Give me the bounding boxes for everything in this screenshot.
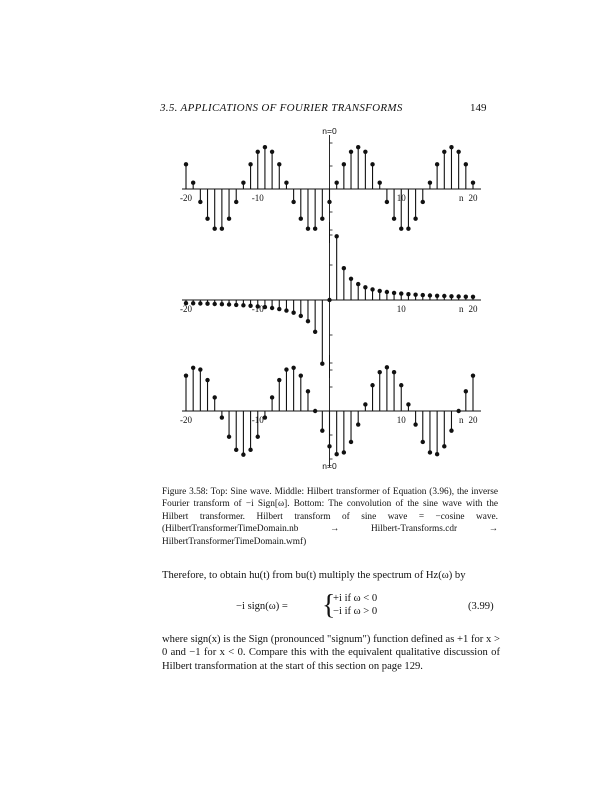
stem-point	[399, 383, 403, 387]
stem-point	[198, 200, 202, 204]
stem-point	[413, 422, 417, 426]
paragraph-1: Therefore, to obtain hu(t) from bu(t) multiply the spectrum of Hz(ω) by	[162, 570, 466, 581]
stem-point	[435, 294, 439, 298]
stem-point	[313, 409, 317, 413]
stem-point	[342, 450, 346, 454]
stem-point	[213, 395, 217, 399]
stem-point	[213, 302, 217, 306]
stem-point	[399, 227, 403, 231]
caption-label: Figure 3.58:	[162, 487, 208, 497]
x-axis-label: n	[459, 193, 464, 203]
stem-point	[385, 290, 389, 294]
stem-point	[356, 282, 360, 286]
stem-point	[220, 415, 224, 419]
tick-label: 10	[396, 304, 406, 314]
stem-point	[241, 181, 245, 185]
x-axis-label: n	[459, 415, 464, 425]
stem-point	[406, 292, 410, 296]
stem-point	[205, 378, 209, 382]
stem-point	[406, 402, 410, 406]
stem-point	[378, 289, 382, 293]
stem-point	[213, 227, 217, 231]
stem-point	[270, 395, 274, 399]
stem-point	[349, 150, 353, 154]
stem-point	[184, 162, 188, 166]
running-header: 3.5. APPLICATIONS OF FOURIER TRANSFORMS	[160, 102, 403, 114]
stem-point	[464, 162, 468, 166]
stem-point	[327, 298, 331, 302]
stem-point	[342, 266, 346, 270]
stem-point	[471, 373, 475, 377]
tick-label: -20	[180, 304, 192, 314]
stem-point	[421, 440, 425, 444]
stem-point	[256, 150, 260, 154]
stem-point	[435, 452, 439, 456]
stem-point	[370, 287, 374, 291]
stem-point	[428, 450, 432, 454]
stem-point	[456, 294, 460, 298]
stem-point	[421, 293, 425, 297]
stem-point	[299, 216, 303, 220]
caption-text: Top: Sine wave. Middle: Hilbert transformer of Equation (3.96), the inverse Fourier transform of −i Sign[ω]. Bottom: The convolution of the sine wave with the Hilbert transformer. Hilbert transform of sine wave = −cosine wave. (HilbertTransformerTimeDomain.nb → Hilbert-Transforms.cdr → HilbertTransformerTimeDomain.wmf)	[162, 487, 499, 547]
stem-point	[363, 285, 367, 289]
stem-point	[342, 162, 346, 166]
stem-point	[464, 389, 468, 393]
x-axis-label: n	[459, 304, 464, 314]
equation-brace: {	[322, 590, 336, 621]
stem-point	[385, 200, 389, 204]
stem-point	[306, 227, 310, 231]
equation-number: (3.99)	[468, 601, 494, 612]
stem-point	[413, 293, 417, 297]
stem-point	[284, 367, 288, 371]
stem-point	[227, 216, 231, 220]
stem-point	[263, 145, 267, 149]
tick-label: 10	[396, 415, 406, 425]
stem-point	[234, 303, 238, 307]
stem-point	[270, 150, 274, 154]
stem-point	[349, 277, 353, 281]
stem-point	[320, 216, 324, 220]
stem-point	[184, 373, 188, 377]
tick-label: -20	[180, 193, 192, 203]
stem-point	[449, 145, 453, 149]
stem-point	[442, 150, 446, 154]
stem-point	[306, 389, 310, 393]
stem-point	[370, 383, 374, 387]
stem-point	[334, 181, 338, 185]
stem-point	[191, 366, 195, 370]
stem-point	[205, 302, 209, 306]
stem-point	[270, 306, 274, 310]
stem-point	[241, 452, 245, 456]
tick-label: 20	[468, 415, 478, 425]
stem-point	[313, 330, 317, 334]
n-zero-marker: n=0	[322, 461, 337, 471]
stem-point	[198, 367, 202, 371]
stem-point	[334, 234, 338, 238]
stem-point	[220, 227, 224, 231]
n-zero-marker: n=0	[322, 126, 337, 136]
stem-point	[291, 200, 295, 204]
stem-point	[227, 302, 231, 306]
stem-point	[234, 448, 238, 452]
stem-point	[392, 370, 396, 374]
stem-point	[256, 435, 260, 439]
stem-point	[449, 428, 453, 432]
stem-point	[277, 307, 281, 311]
stem-point	[363, 150, 367, 154]
stem-point	[227, 435, 231, 439]
stem-point	[313, 227, 317, 231]
stem-point	[349, 440, 353, 444]
stem-point	[406, 227, 410, 231]
tick-label: 20	[468, 193, 478, 203]
stem-point	[299, 314, 303, 318]
tick-label: -20	[180, 415, 192, 425]
stem-point	[385, 365, 389, 369]
stem-point	[248, 162, 252, 166]
stem-point	[471, 181, 475, 185]
stem-point	[284, 181, 288, 185]
stem-point	[370, 162, 374, 166]
equation-case-2: −i if ω > 0	[333, 606, 378, 617]
page-number: 149	[470, 102, 487, 114]
stem-point	[306, 319, 310, 323]
stem-point	[428, 181, 432, 185]
stem-point	[299, 373, 303, 377]
stem-point	[442, 444, 446, 448]
stem-point	[320, 362, 324, 366]
stem-point	[205, 216, 209, 220]
stem-point	[442, 294, 446, 298]
stem-point	[284, 308, 288, 312]
stem-point	[363, 402, 367, 406]
stem-point	[464, 295, 468, 299]
tick-label: -10	[251, 304, 264, 314]
stem-point	[435, 162, 439, 166]
plot-top-sine	[180, 126, 481, 243]
stem-point	[471, 295, 475, 299]
tick-label: 20	[468, 304, 478, 314]
stem-point	[191, 181, 195, 185]
stem-point	[356, 145, 360, 149]
stem-point	[456, 409, 460, 413]
stem-point	[399, 291, 403, 295]
stem-point	[327, 444, 331, 448]
stem-point	[248, 448, 252, 452]
stem-point	[421, 200, 425, 204]
stem-point	[291, 366, 295, 370]
stem-point	[356, 422, 360, 426]
equation-lhs: −i sign(ω) =	[236, 601, 288, 612]
stem-point	[378, 181, 382, 185]
paragraph-2: where sign(x) is the Sign (pronounced "signum") function defined as +1 for x > 0 and −1 for x < 0. Compare this with the equivalent qualitative discussion of Hilbert transformation at the start of this section on page 129.	[162, 634, 500, 672]
stem-point	[334, 452, 338, 456]
stem-point	[392, 216, 396, 220]
stem-point	[277, 378, 281, 382]
plot-bottom-cosine	[180, 355, 481, 471]
stem-point	[291, 311, 295, 315]
tick-label: -10	[251, 193, 264, 203]
stem-point	[320, 428, 324, 432]
plot-middle-hilbert	[180, 222, 481, 378]
stem-point	[428, 293, 432, 297]
tick-label: 10	[396, 193, 406, 203]
stem-point	[234, 200, 238, 204]
stem-point	[327, 200, 331, 204]
stem-point	[198, 301, 202, 305]
stem-point	[456, 150, 460, 154]
stem-point	[241, 303, 245, 307]
tick-label: -10	[251, 415, 264, 425]
stem-point	[413, 216, 417, 220]
stem-point	[449, 294, 453, 298]
equation-case-1: +i if ω < 0	[333, 593, 378, 604]
figure-caption	[162, 486, 498, 548]
stem-point	[220, 302, 224, 306]
stem-point	[392, 291, 396, 295]
stem-point	[277, 162, 281, 166]
stem-point	[378, 370, 382, 374]
